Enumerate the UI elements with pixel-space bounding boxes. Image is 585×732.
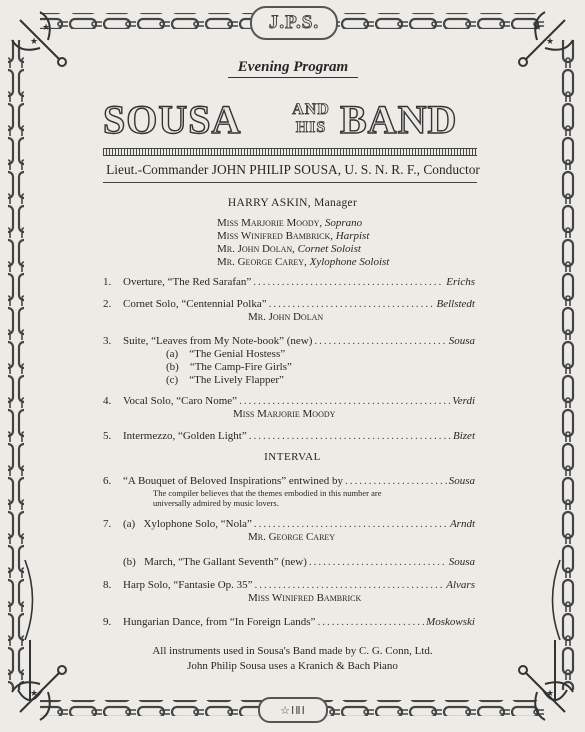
conductor-line: Lieut.-Commander JOHN PHILIP SOUSA, U. S. N. R. F., Conductor — [106, 162, 480, 177]
performer-label: Miss Marjorie Moody — [233, 408, 336, 420]
divider-rule — [103, 182, 477, 183]
svg-text:★: ★ — [546, 37, 555, 47]
masthead-and-his — [286, 101, 336, 137]
suite-part-c: (c) “The Lively Flapper” — [166, 374, 284, 386]
svg-text:★: ★ — [30, 689, 39, 699]
masthead-word-sousa: SOUSA — [103, 97, 242, 142]
jps-monogram-badge: J.P.S. — [250, 6, 338, 40]
masthead-word-band: BAND — [340, 97, 458, 142]
interval-label: INTERVAL — [264, 451, 321, 463]
manager-line: HARRY ASKIN, Manager — [227, 197, 358, 209]
band-masthead — [100, 98, 480, 144]
svg-text:★: ★ — [30, 37, 39, 47]
svg-text:★: ★ — [42, 23, 51, 33]
masthead-his: HIS — [295, 119, 327, 136]
soloist-row: Miss Winifred Bambrick, Harpist — [217, 230, 370, 242]
soloist-row: Mr. George Carey, Xylophone Soloist — [217, 256, 390, 268]
masthead-and: AND — [292, 101, 330, 118]
hatched-rule — [103, 148, 477, 156]
suite-part-b: (b) “The Camp-Fire Girls” — [166, 361, 292, 373]
program-note: The compiler believes that the themes embodied in this number are universally admired by music lovers. — [153, 488, 382, 508]
suite-part-a: (a) “The Genial Hostess” — [166, 348, 286, 360]
soloist-row: Mr. John Dolan, Cornet Soloist — [217, 243, 361, 255]
program-page: ★ ★ ★ ★ ★ ★ J.P.S. ☆ⅠⅡⅠ Evening Program SOUSA AND HIS BAND Lieut.-Commander JOHN PHILIP SOUSA, U. S. N. R. F., Conductor HARRY ASKIN, Manager Miss Marjorie Moody, Soprano Miss Winifred Bambrick, Harpist Mr. John Dolan, Cornet Soloist Mr. George Carey, Xylophone Soloist 1. Overture, “The Red Sarafan” ..... Erichs 2. Cornet Solo, “Centennial Polka” ..... Bellstedt Mr. John Dolan 3. Suite, “Leaves from My Note-book” (new) ..... Sousa (a) “The Genial Hostess” (b) “The Camp-Fire Girls” (c) “The Lively Flapper” 4. Vocal Solo, “Caro Nome” ..... Verdi Miss Marjorie Moody 5. Intermezzo, “Golden Light” ..... Bizet INTERVAL 6. “A Bouquet of Beloved Inspirations” entwined by ..... Sousa The compiler believes that the themes embodied in this number are universally admired by music lovers. 7. (a) Xylophone Solo, “Nola” ..... Arndt Mr. George Carey (b) March, “The Gallant Seventh” (new) ..... Sousa 8. Harp Solo, “Fantasie Op. 35” ..... Alvars Miss Winifred Bambrick 9. Hungarian Dance, from “In Foreign Lands” ..... Moskowski All instruments used in Sousa's Band made by C. G. Conn, Ltd. John Philip Sousa uses a Kranich & Bach Piano — [0, 0, 585, 732]
footer-piano-note: John Philip Sousa uses a Kranich & Bach Piano — [187, 660, 398, 672]
soloist-row: Miss Marjorie Moody, Soprano — [217, 217, 363, 229]
program-heading: Evening Program — [228, 59, 358, 78]
footer-instruments-note: All instruments used in Sousa's Band made by C. G. Conn, Ltd. — [152, 645, 433, 657]
soloists-list — [217, 217, 389, 269]
performer-label: Mr. George Carey — [248, 531, 336, 543]
svg-text:★: ★ — [546, 689, 555, 699]
performer-label: Mr. John Dolan — [248, 311, 324, 323]
bottom-ornament-badge: ☆ⅠⅡⅠ — [258, 697, 328, 723]
svg-text:★: ★ — [534, 23, 543, 33]
performer-label: Miss Winifred Bambrick — [248, 592, 362, 604]
